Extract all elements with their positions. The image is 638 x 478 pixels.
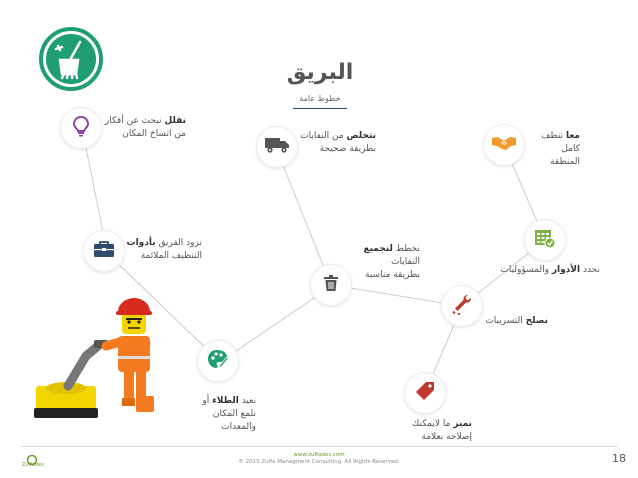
- label-ideas: [100, 115, 186, 141]
- page-subtitle: خطوط عامة: [299, 94, 341, 103]
- label-tools-line1: نزود الفريق بأدوات: [126, 238, 202, 248]
- footer-divider: [20, 446, 618, 447]
- label-tools-line2: التنظيف الملائمة: [140, 251, 202, 261]
- footer-copyright: © 2015 Zulfa Managment Consulting. All Rights Reserved.: [238, 459, 400, 465]
- handshake-icon: [491, 134, 517, 156]
- label-leaks-line1: نصلح التسريبات: [485, 316, 548, 326]
- tag-icon: [414, 380, 436, 406]
- node-tag: [405, 373, 445, 413]
- label-roles-line1: نحدد الأدوار والمسؤوليات: [500, 265, 600, 275]
- node-ideas: [61, 108, 101, 148]
- node-roles: [525, 220, 565, 260]
- label-waste: [296, 130, 376, 156]
- label-paint-line2: نلمع المكان: [212, 409, 256, 419]
- label-paint-line1: نعيد الطلاء أو: [202, 396, 256, 406]
- toolbox-icon: [93, 240, 115, 262]
- label-paint: [196, 395, 256, 434]
- label-ideas-line2: من اتساخ المكان: [122, 129, 186, 139]
- truck-icon: [264, 136, 290, 158]
- label-area: [520, 130, 580, 169]
- node-waste: [257, 127, 297, 167]
- footer-url[interactable]: www.zulfadev.com: [293, 452, 345, 458]
- calendar-check-icon: [534, 228, 556, 252]
- page-title: البريق: [286, 60, 354, 85]
- label-paint-line3: والمعدات: [221, 422, 256, 432]
- label-waste-line2: بطريقة صحيحة: [319, 144, 376, 154]
- footer-brand: Zulfadev: [22, 462, 45, 468]
- label-collect-line1: نخطط لتجميع النفايات: [363, 244, 420, 267]
- label-waste-line1: نتخلص من النفايات: [300, 131, 376, 141]
- lightbulb-icon: [71, 115, 91, 141]
- node-leaks: [442, 286, 482, 326]
- label-roles: [490, 264, 600, 277]
- title-underline: [293, 108, 347, 109]
- label-tag-line1: نميز ما لايمكنك: [411, 419, 472, 429]
- page-number: 18: [612, 452, 626, 465]
- label-collect-line2: بطريقة مناسبة: [365, 270, 420, 280]
- label-ideas-line1: تقلل نبحث عن أفكار: [104, 116, 186, 126]
- trash-icon: [323, 274, 339, 296]
- footer-info: [219, 452, 419, 466]
- brand-logo: [38, 26, 104, 92]
- node-area: [484, 125, 524, 165]
- palette-icon: [207, 349, 229, 373]
- label-tag-line2: إصلاحه بعلامة: [421, 432, 472, 442]
- node-paint: [198, 341, 238, 381]
- footer-logo-icon: [26, 450, 38, 460]
- label-leaks: [478, 315, 548, 328]
- wrench-icon: [451, 293, 473, 319]
- label-tag: [382, 418, 472, 444]
- label-tools: [118, 237, 202, 263]
- label-collect: [338, 243, 420, 282]
- label-area-line2: المنطقة: [550, 157, 580, 167]
- worker-illustration: [28, 296, 178, 431]
- label-area-line1: معا ننظف كامل: [541, 131, 580, 154]
